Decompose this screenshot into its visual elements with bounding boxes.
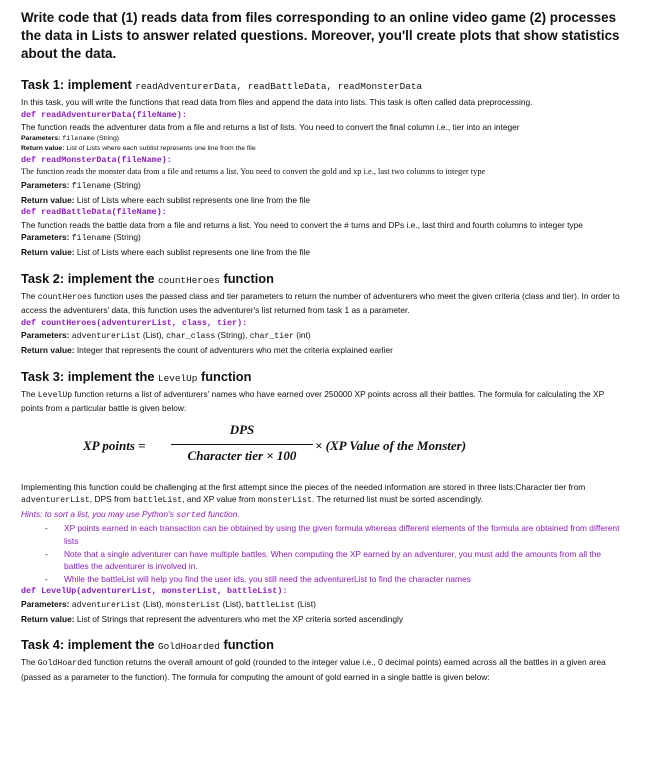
param-code: battleList xyxy=(245,601,295,611)
impl-text: , and XP value from xyxy=(182,494,258,505)
document-page xyxy=(21,9,623,695)
read-battle-signature: def readBattleData(fileName): xyxy=(21,207,167,218)
params-type: (String) xyxy=(111,232,141,243)
task-2-heading-text: Task 2: implement the xyxy=(21,270,159,286)
task-3-heading-end: function xyxy=(197,368,252,384)
return-text: List of Lists where each sublist represents one line from the file xyxy=(76,194,311,205)
task-2-heading-end: function xyxy=(219,270,274,286)
task-4-desc xyxy=(21,656,623,683)
formula-numerator: DPS xyxy=(229,421,255,437)
desc-text: The xyxy=(21,290,38,301)
param-type: (List), xyxy=(140,330,167,341)
read-monster-params xyxy=(21,179,623,194)
read-adventurer-signature: def readAdventurerData(fileName): xyxy=(21,109,187,120)
impl-code: battleList xyxy=(133,496,183,506)
desc-text: The xyxy=(21,657,38,668)
desc-text: function returns the overall amount of gold (rounded to the integer value i.e., 0 decimal points) earned across all the battles in a given area (passed as a parameter to the function). The formula for computing the amount of gold earned in a single battle is given below: xyxy=(21,657,606,682)
formula-fraction-bar xyxy=(171,444,313,445)
desc-text: function returns a list of adventurers' names who have earned over 250000 XP points across all their battles. The formula for calculating the XP points from a particular battle is given below: xyxy=(21,388,605,414)
task-2-heading xyxy=(21,271,623,289)
impl-code: monsterList xyxy=(257,496,312,506)
hint-text: Hints: to sort a list, you may use Python's xyxy=(21,508,177,519)
read-adventurer-return xyxy=(21,144,623,154)
task-3-section xyxy=(21,369,623,626)
desc-code: LevelUp xyxy=(37,390,73,400)
xp-formula xyxy=(21,419,623,471)
count-heroes-signature: def countHeroes(adventurerList, class, tier): xyxy=(21,317,248,328)
return-label: Return value: xyxy=(21,194,77,205)
formula-lhs: XP points = xyxy=(83,437,146,453)
params-label: Parameters: xyxy=(21,134,63,142)
impl-text: Implementing this function could be challenging at the first attempt since the pieces of the needed information are stored in three lists:Character tier from xyxy=(21,481,586,492)
params-type: (String) xyxy=(111,179,141,190)
hint-code: sorted xyxy=(176,510,206,520)
task-3-hint-list xyxy=(21,522,623,585)
page-title: Write code that (1) reads data from files corresponding to an online video game (2) processes the data in Lists to answer related questions. Moreover, you'll create plots that show statistics about the data. xyxy=(21,10,620,61)
task-3-heading xyxy=(21,369,623,387)
param-code: char_tier xyxy=(249,332,294,342)
task-4-heading-code: GoldHoarded xyxy=(158,641,220,653)
return-text: Integer that represents the count of adventurers who met the criteria explained earlier xyxy=(76,344,393,355)
task-4-heading xyxy=(21,637,623,655)
return-label: Return value: xyxy=(21,144,67,152)
return-text: List of Lists where each sublist represents one line from the file xyxy=(76,246,311,257)
task-2-section xyxy=(21,271,623,357)
task-1-heading xyxy=(21,77,623,95)
desc-text: function uses the passed class and tier parameters to return the number of adventurers who meet the given criteria (class and tier). In order to access the adventurers' data, this function uses the adventurer's list returned from task 1 as a parameter. xyxy=(21,290,620,316)
task-3-return xyxy=(21,613,623,626)
read-monster-desc: The function reads the monster data from a file and returns a list. You need to convert the gold and xp i.e., last two columns to integer type xyxy=(21,167,486,177)
task-4-heading-text: Task 4: implement the xyxy=(21,637,159,653)
task-2-return xyxy=(21,344,623,357)
hint-bullet: - XP points earned in each transaction can be obtained by using the given formula whereas different elements of the formula are obtained from different lists xyxy=(45,522,623,547)
task-3-desc xyxy=(21,388,623,415)
params-label: Parameters: xyxy=(21,599,72,610)
task-2-heading-code: countHeroes xyxy=(158,274,220,286)
task-2-params xyxy=(21,329,623,344)
params-code: filename xyxy=(71,181,112,191)
task-1-intro: In this task, you will write the functions that read data from files and append the data into lists. This task is often called data preprocessing. xyxy=(21,97,533,107)
param-code: monsterList xyxy=(166,601,221,611)
task-3-params xyxy=(21,598,623,613)
read-monster-signature: def readMonsterData(fileName): xyxy=(21,154,172,165)
hint-text: function. xyxy=(205,508,240,519)
level-up-signature: def LevelUp(adventurerList, monsterList, battleList): xyxy=(21,586,288,597)
param-code: adventurerList xyxy=(71,601,141,611)
param-type: (List), xyxy=(220,599,246,610)
params-code: filename xyxy=(71,234,112,244)
return-text: List of Strings that represent the adventurers who met the XP criteria sorted ascendingly xyxy=(76,613,404,624)
params-label: Parameters: xyxy=(21,179,72,190)
task-4-heading-end: function xyxy=(219,637,274,653)
impl-text: . The returned list must be sorted ascendingly. xyxy=(312,494,483,505)
return-label: Return value: xyxy=(21,613,77,624)
task-4-section xyxy=(21,637,623,683)
param-type: (List) xyxy=(294,599,316,610)
read-battle-return xyxy=(21,246,623,259)
formula-denominator: Character tier × 100 xyxy=(187,447,297,463)
param-type: (List), xyxy=(140,599,167,610)
param-code: adventurerList xyxy=(71,332,141,342)
read-adventurer-params xyxy=(21,134,623,144)
hint-bullet: - While the battleList will help you find the user ids, you still need the adventurerList to find the character names xyxy=(45,573,623,586)
read-battle-params xyxy=(21,231,623,246)
task-1-heading-code: readAdventurerData, readBattleData, readMonsterData xyxy=(135,81,423,92)
read-monster-return xyxy=(21,194,623,207)
task-2-desc xyxy=(21,290,623,317)
params-code: filename xyxy=(62,134,95,143)
params-label: Parameters: xyxy=(21,232,72,243)
param-type: (int) xyxy=(293,330,311,341)
param-type: (String), xyxy=(215,330,250,341)
desc-code: GoldHoarded xyxy=(37,659,92,669)
task-3-heading-code: LevelUp xyxy=(158,372,198,384)
params-type: (String) xyxy=(94,134,119,142)
param-code: char_class xyxy=(166,332,216,342)
desc-text: The xyxy=(21,388,38,399)
desc-code: countHeroes xyxy=(37,292,92,302)
read-battle-desc: The function reads the battle data from a file and returns a list. You need to convert the # turns and DPs i.e., last third and fourth columns to integer type xyxy=(21,219,583,230)
task-1-heading-text: Task 1: implement xyxy=(21,77,136,92)
return-label: Return value: xyxy=(21,344,77,355)
impl-text: , DPS from xyxy=(89,494,134,505)
formula-rhs: × (XP Value of the Monster) xyxy=(315,437,467,453)
return-text: List of Lists where each sublist represents one line from the file xyxy=(66,144,256,152)
task-1-section xyxy=(21,77,623,259)
task-3-implementation xyxy=(21,481,623,508)
return-label: Return value: xyxy=(21,246,77,257)
impl-code: adventurerList xyxy=(21,496,90,506)
hint-bullet: - Note that a single adventurer can have multiple battles. When computing the XP earned by an adventurer, you must add the amounts from all the battles the adventurer is involved in. xyxy=(45,548,623,573)
read-adventurer-desc: The function reads the adventurer data from a file and returns a list of lists. You need to convert the final column i.e., tier into an integer xyxy=(21,122,520,133)
task-3-hint xyxy=(21,508,623,523)
params-label: Parameters: xyxy=(21,330,72,341)
task-3-heading-text: Task 3: implement the xyxy=(21,368,159,384)
